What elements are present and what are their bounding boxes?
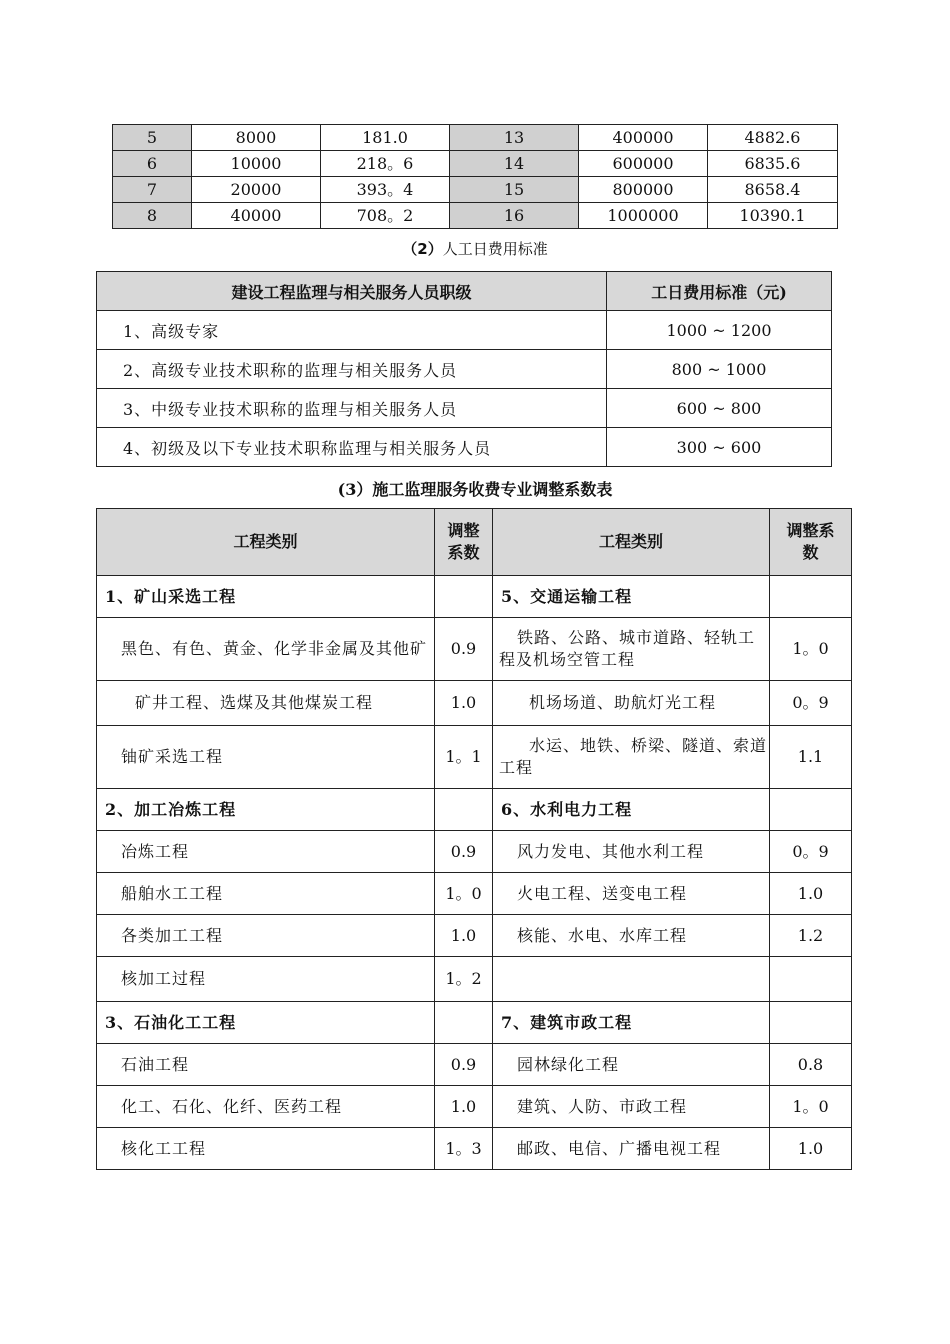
project-type (493, 957, 770, 1002)
column-header: 工程类别 (493, 509, 770, 576)
coefficient: 1.0 (435, 681, 493, 726)
table-cell: 10390.1 (708, 203, 838, 229)
coefficient: 1。0 (770, 1086, 852, 1128)
project-type: 黑色、有色、黄金、化学非金属及其他矿 (97, 618, 435, 681)
table-cell: 600000 (579, 151, 708, 177)
category-heading: 6、水利电力工程 (493, 789, 770, 831)
project-type: 核能、水电、水库工程 (493, 915, 770, 957)
table-row (113, 177, 838, 203)
project-type: 园林绿化工程 (493, 1044, 770, 1086)
labor-fee-table (96, 271, 832, 467)
table-cell: 10000 (192, 151, 321, 177)
table-cell: 7 (113, 177, 192, 203)
column-header: 工日费用标准（元) (607, 272, 832, 311)
project-type: 矿井工程、选煤及其他煤炭工程 (97, 681, 435, 726)
table-cell: 16 (450, 203, 579, 229)
project-type: 冶炼工程 (97, 831, 435, 873)
table-cell: 181.0 (321, 125, 450, 151)
table-cell: 8 (113, 203, 192, 229)
table-cell: 40000 (192, 203, 321, 229)
table-row (97, 1128, 852, 1170)
project-type: 核化工工程 (97, 1128, 435, 1170)
category-heading: 2、加工冶炼工程 (97, 789, 435, 831)
project-type: 各类加工工程 (97, 915, 435, 957)
coefficient: 1。1 (435, 726, 493, 789)
table-row (97, 1044, 852, 1086)
table-row (97, 311, 832, 350)
coefficient-table (96, 508, 852, 1170)
table-cell: 13 (450, 125, 579, 151)
coefficient (435, 576, 493, 618)
coefficient: 1.0 (435, 1086, 493, 1128)
caption-text: 人工日费用标准 (442, 240, 548, 258)
coefficient (435, 1002, 493, 1044)
coefficient: 0.9 (435, 618, 493, 681)
table-row (97, 576, 852, 618)
project-type: 邮政、电信、广播电视工程 (493, 1128, 770, 1170)
project-type: 铁路、公路、城市道路、轻轨工程及机场空管工程 (493, 618, 770, 681)
coefficient: 1。3 (435, 1128, 493, 1170)
coefficient: 1.0 (770, 1128, 852, 1170)
caption-number: （2） (402, 240, 443, 258)
column-header: 建设工程监理与相关服务人员职级 (97, 272, 607, 311)
staff-level: 4、初级及以下专业技术职称监理与相关服务人员 (97, 428, 607, 467)
project-type: 船舶水工工程 (97, 873, 435, 915)
table-cell: 218。6 (321, 151, 450, 177)
project-type: 化工、石化、化纤、医药工程 (97, 1086, 435, 1128)
category-heading: 5、交通运输工程 (493, 576, 770, 618)
coefficient: 1。0 (435, 873, 493, 915)
coefficient: 1.0 (435, 915, 493, 957)
coefficient (435, 789, 493, 831)
table-cell: 8658.4 (708, 177, 838, 203)
coefficient (770, 957, 852, 1002)
coefficient: 1.0 (770, 873, 852, 915)
coefficient: 0。9 (770, 831, 852, 873)
category-heading: 7、建筑市政工程 (493, 1002, 770, 1044)
table-row (97, 350, 832, 389)
table-row (113, 203, 838, 229)
table-row (97, 915, 852, 957)
table-cell: 20000 (192, 177, 321, 203)
table-row (97, 957, 852, 1002)
table-row (97, 618, 852, 681)
table-cell: 800000 (579, 177, 708, 203)
section-caption-coefficients: (3）施工监理服务收费专业调整系数表 (337, 480, 613, 499)
table-cell: 393。4 (321, 177, 450, 203)
table-row (113, 151, 838, 177)
project-type: 风力发电、其他水利工程 (493, 831, 770, 873)
table-cell: 1000000 (579, 203, 708, 229)
project-type: 核加工过程 (97, 957, 435, 1002)
table-cell: 708。2 (321, 203, 450, 229)
table-row (97, 726, 852, 789)
table-cell: 6 (113, 151, 192, 177)
coefficient: 1.2 (770, 915, 852, 957)
table-cell: 6835.6 (708, 151, 838, 177)
table-row (97, 681, 852, 726)
coefficient (770, 1002, 852, 1044)
column-header: 工程类别 (97, 509, 435, 576)
coefficient: 1。2 (435, 957, 493, 1002)
day-fee: 1000 ~ 1200 (607, 311, 832, 350)
table-cell: 14 (450, 151, 579, 177)
table-cell: 400000 (579, 125, 708, 151)
fee-table (112, 124, 838, 229)
coefficient: 0.9 (435, 1044, 493, 1086)
column-header: 调整系数 (435, 509, 493, 576)
project-type: 建筑、人防、市政工程 (493, 1086, 770, 1128)
table-cell: 8000 (192, 125, 321, 151)
coefficient: 0.8 (770, 1044, 852, 1086)
project-type: 机场场道、助航灯光工程 (493, 681, 770, 726)
coefficient: 1.1 (770, 726, 852, 789)
staff-level: 1、高级专家 (97, 311, 607, 350)
staff-level: 3、中级专业技术职称的监理与相关服务人员 (97, 389, 607, 428)
table-row (97, 389, 832, 428)
table-row (97, 789, 852, 831)
coefficient: 1。0 (770, 618, 852, 681)
category-heading: 3、石油化工工程 (97, 1002, 435, 1044)
project-type: 火电工程、送变电工程 (493, 873, 770, 915)
staff-level: 2、高级专业技术职称的监理与相关服务人员 (97, 350, 607, 389)
day-fee: 600 ~ 800 (607, 389, 832, 428)
table-cell: 5 (113, 125, 192, 151)
project-type: 水运、地铁、桥梁、隧道、索道工程 (493, 726, 770, 789)
table-cell: 15 (450, 177, 579, 203)
table-row (97, 873, 852, 915)
coefficient: 0.9 (435, 831, 493, 873)
category-heading: 1、矿山采选工程 (97, 576, 435, 618)
coefficient (770, 576, 852, 618)
day-fee: 300 ~ 600 (607, 428, 832, 467)
table-row (97, 1086, 852, 1128)
day-fee: 800 ~ 1000 (607, 350, 832, 389)
column-header: 调整系数 (770, 509, 852, 576)
table-cell: 4882.6 (708, 125, 838, 151)
table-row (97, 428, 832, 467)
project-type: 石油工程 (97, 1044, 435, 1086)
table-header-row (97, 509, 852, 576)
table-row (97, 1002, 852, 1044)
project-type: 铀矿采选工程 (97, 726, 435, 789)
section-caption-labor (0, 238, 950, 259)
table-row (97, 831, 852, 873)
coefficient: 0。9 (770, 681, 852, 726)
table-row (113, 125, 838, 151)
coefficient (770, 789, 852, 831)
table-header-row (97, 272, 832, 311)
